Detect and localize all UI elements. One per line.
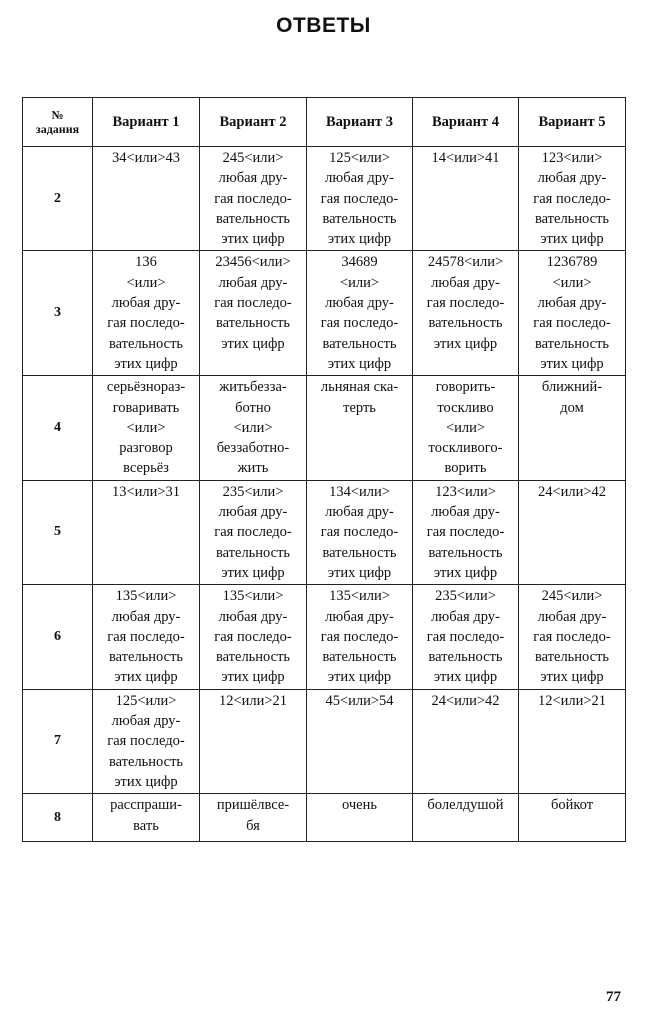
answer-line: 135<или> [115, 588, 177, 605]
answer-line: пришёлвсе- [216, 797, 290, 814]
answer-line: любая дру- [431, 274, 500, 291]
answer-cell-variant-2 [200, 147, 307, 251]
answer-cell-variant-5 [519, 480, 626, 584]
answer-line: этих цифр [327, 564, 392, 581]
header-variant-2: Вариант 2 [200, 98, 307, 147]
answer-cell-variant-3 [307, 585, 413, 689]
page-number: 77 [606, 989, 621, 1005]
answer-line: любая дру- [325, 295, 394, 312]
answer-line: 125<или> [115, 692, 177, 709]
answer-line: любая дру- [431, 504, 500, 521]
answer-line: льняная ска- [320, 379, 399, 396]
answer-line: гая последо- [533, 315, 611, 332]
answer-line: 23456<или> [215, 254, 291, 271]
answer-line: вательность [428, 544, 503, 561]
answer-cell-variant-5 [519, 147, 626, 251]
answer-line: любая дру- [218, 608, 288, 625]
answer-line: очень [342, 797, 377, 814]
answer-line: 135<или> [222, 588, 284, 605]
answer-line: <или> [233, 419, 273, 436]
answer-cell-variant-5 [519, 251, 626, 376]
task-number-cell: 2 [23, 147, 93, 251]
answer-cell-variant-5 [519, 585, 626, 689]
answer-line: 135<или> [329, 588, 390, 605]
answer-cell-variant-5 [519, 376, 626, 480]
answer-line: 125<или> [329, 150, 390, 166]
answer-line: гая последо- [426, 628, 505, 645]
answer-line: вательность [428, 649, 503, 666]
answer-line: этих цифр [327, 231, 392, 248]
answer-line: гая последо- [426, 295, 505, 312]
answer-line: 34<или>43 [111, 150, 181, 166]
answer-cell-variant-1 [93, 689, 200, 793]
answer-cell-variant-3 [307, 376, 413, 480]
answer-line: 24578<или> [427, 254, 504, 271]
answer-line: болелдушой [427, 797, 504, 814]
answer-line: вательность [108, 649, 184, 666]
answers-table [22, 97, 626, 842]
table-row [23, 794, 626, 842]
answer-line: жить [237, 460, 269, 477]
answer-cell-variant-1 [93, 585, 200, 689]
answer-cell-variant-4 [413, 376, 519, 480]
answer-cell-variant-2 [200, 376, 307, 480]
answer-cell-variant-2 [200, 480, 307, 584]
answer-line: терть [343, 399, 376, 416]
answer-line: вательность [534, 649, 610, 666]
answer-line: расспраши- [110, 797, 182, 814]
answer-line: гая последо- [320, 315, 399, 332]
answer-line: 245<или> [222, 150, 284, 166]
answer-cell-variant-2 [200, 794, 307, 842]
answer-line: ворить [444, 460, 487, 477]
answer-line: вать [133, 817, 159, 834]
answer-line: гая последо- [107, 733, 185, 750]
answer-line: вательность [108, 335, 184, 352]
table-row [23, 480, 626, 584]
header-variant-5: Вариант 5 [519, 98, 626, 147]
answer-line: этих цифр [433, 335, 498, 352]
answer-cell-variant-3 [307, 147, 413, 251]
answer-line: любая дру- [325, 504, 394, 521]
answer-line: 123<или> [541, 150, 603, 166]
table-row [23, 376, 626, 480]
answer-line: <или> [445, 419, 486, 436]
task-number-cell: 8 [23, 794, 93, 842]
answer-cell-variant-4 [413, 794, 519, 842]
answer-line: бя [246, 817, 260, 834]
answer-line: этих цифр [327, 355, 392, 372]
answer-cell-variant-2 [200, 585, 307, 689]
answer-line: дом [560, 399, 584, 416]
answer-line: любая дру- [111, 295, 181, 312]
answer-line: гая последо- [214, 628, 292, 645]
answer-line: гая последо- [320, 628, 399, 645]
answer-line: вательность [322, 210, 397, 227]
answer-cell-variant-4 [413, 585, 519, 689]
answer-line: этих цифр [327, 669, 392, 686]
answer-line: 136 [135, 254, 157, 271]
answer-line: гая последо- [533, 628, 611, 645]
answer-line: <или> [339, 274, 380, 291]
answer-line: этих цифр [540, 669, 604, 686]
answer-line: 235<или> [435, 588, 496, 605]
answer-line: беззаботно- [216, 440, 290, 457]
answer-line: любая дру- [325, 608, 394, 625]
answer-line: этих цифр [114, 669, 178, 686]
answer-line: этих цифр [221, 335, 285, 352]
answer-cell-variant-3 [307, 251, 413, 376]
answer-line: этих цифр [540, 231, 604, 248]
answer-line: этих цифр [433, 669, 498, 686]
answer-line: житьбезза- [219, 379, 287, 396]
answer-cell-variant-1 [93, 480, 200, 584]
answer-line: этих цифр [114, 773, 178, 790]
answer-line: разговор [119, 440, 173, 457]
header-variant-3: Вариант 3 [307, 98, 413, 147]
answer-line: вательность [428, 315, 503, 332]
answer-line: гая последо- [107, 315, 185, 332]
page-title: ОТВЕТЫ [276, 14, 371, 37]
answer-line: любая дру- [537, 295, 607, 312]
answer-line: 45<или>54 [325, 692, 394, 709]
answer-line: любая дру- [111, 713, 181, 730]
answer-line: любая дру- [218, 170, 288, 187]
answer-cell-variant-4 [413, 147, 519, 251]
answer-line: вательность [215, 544, 291, 561]
answer-line: гая последо- [320, 190, 399, 207]
task-number-cell: 7 [23, 689, 93, 793]
answer-line: гая последо- [107, 628, 185, 645]
answer-cell-variant-4 [413, 689, 519, 793]
answer-cell-variant-1 [93, 147, 200, 251]
answer-cell-variant-1 [93, 794, 200, 842]
answer-cell-variant-5 [519, 689, 626, 793]
answer-line: вательность [322, 335, 397, 352]
answer-cell-variant-2 [200, 689, 307, 793]
answer-line: любая дру- [431, 608, 500, 625]
table-header-row [23, 98, 626, 147]
answer-line: гая последо- [533, 190, 611, 207]
answer-line: вательность [534, 335, 610, 352]
answer-line: этих цифр [221, 564, 285, 581]
answer-line: бойкот [550, 797, 594, 814]
answer-line: <или> [126, 274, 166, 291]
answer-line: любая дру- [218, 504, 288, 521]
answer-line: этих цифр [114, 355, 178, 372]
header-task-number-symbol: № [51, 108, 64, 122]
answer-line: любая дру- [111, 608, 181, 625]
answer-line: гая последо- [426, 524, 505, 541]
answer-line: 1236789 [546, 254, 598, 271]
answer-line: 13<или>31 [111, 483, 181, 500]
answer-line: 235<или> [222, 483, 284, 500]
answer-line: любая дру- [537, 608, 607, 625]
answer-line: говорить- [435, 379, 496, 396]
answer-line: говаривать [112, 399, 180, 416]
answer-cell-variant-3 [307, 689, 413, 793]
answer-line: вательность [108, 753, 184, 770]
table-row [23, 251, 626, 376]
answer-line: вательность [534, 210, 610, 227]
answer-line: гая последо- [214, 190, 292, 207]
answer-line: этих цифр [540, 355, 604, 372]
header-variant-4: Вариант 4 [413, 98, 519, 147]
answer-line: любая дру- [325, 170, 394, 187]
answer-line: вательность [215, 649, 291, 666]
header-variant-1: Вариант 1 [93, 98, 200, 147]
answer-line: вательность [215, 315, 291, 332]
answer-line: 245<или> [541, 588, 603, 605]
task-number-cell: 3 [23, 251, 93, 376]
answer-line: 12<или>21 [218, 692, 288, 709]
answer-cell-variant-4 [413, 480, 519, 584]
task-number-cell: 6 [23, 585, 93, 689]
answer-line: ботно [235, 399, 271, 416]
answer-line: всерьёз [123, 460, 169, 477]
table-body [23, 147, 626, 842]
answer-cell-variant-4 [413, 251, 519, 376]
header-task-number-label: задания [35, 122, 80, 136]
task-number-cell: 4 [23, 376, 93, 480]
answer-line: <или> [552, 274, 592, 291]
answer-line: вательность [322, 544, 397, 561]
answer-line: тоскливо [437, 399, 494, 416]
table-row [23, 689, 626, 793]
answer-cell-variant-3 [307, 794, 413, 842]
answer-cell-variant-1 [93, 251, 200, 376]
answer-line: 12<или>21 [537, 692, 607, 709]
answer-line: 24<или>42 [431, 692, 500, 709]
answer-line: 34689 [341, 254, 378, 271]
answer-line: гая последо- [320, 524, 399, 541]
table-row [23, 585, 626, 689]
answer-line: этих цифр [433, 564, 498, 581]
answer-line: любая дру- [537, 170, 607, 187]
answer-line: гая последо- [214, 524, 292, 541]
task-number-cell: 5 [23, 480, 93, 584]
answer-line: вательность [322, 649, 397, 666]
answer-line: гая последо- [214, 295, 292, 312]
answer-line: серьёзнораз- [106, 379, 186, 396]
answer-line: вательность [215, 210, 291, 227]
answer-cell-variant-5 [519, 794, 626, 842]
answer-line: 14<или>41 [431, 150, 500, 166]
answer-line: ближний- [541, 379, 603, 396]
answer-line: этих цифр [221, 669, 285, 686]
answer-line: 123<или> [435, 483, 496, 500]
answer-cell-variant-2 [200, 251, 307, 376]
answer-cell-variant-3 [307, 480, 413, 584]
answer-line: этих цифр [221, 231, 285, 248]
answer-line: тоскливого- [428, 440, 503, 457]
answer-line: 134<или> [329, 483, 390, 500]
header-task-number [23, 98, 93, 147]
answer-line: <или> [126, 419, 166, 436]
answer-line: 24<или>42 [537, 483, 607, 500]
answer-line: любая дру- [218, 274, 288, 291]
answer-cell-variant-1 [93, 376, 200, 480]
table-row [23, 147, 626, 251]
